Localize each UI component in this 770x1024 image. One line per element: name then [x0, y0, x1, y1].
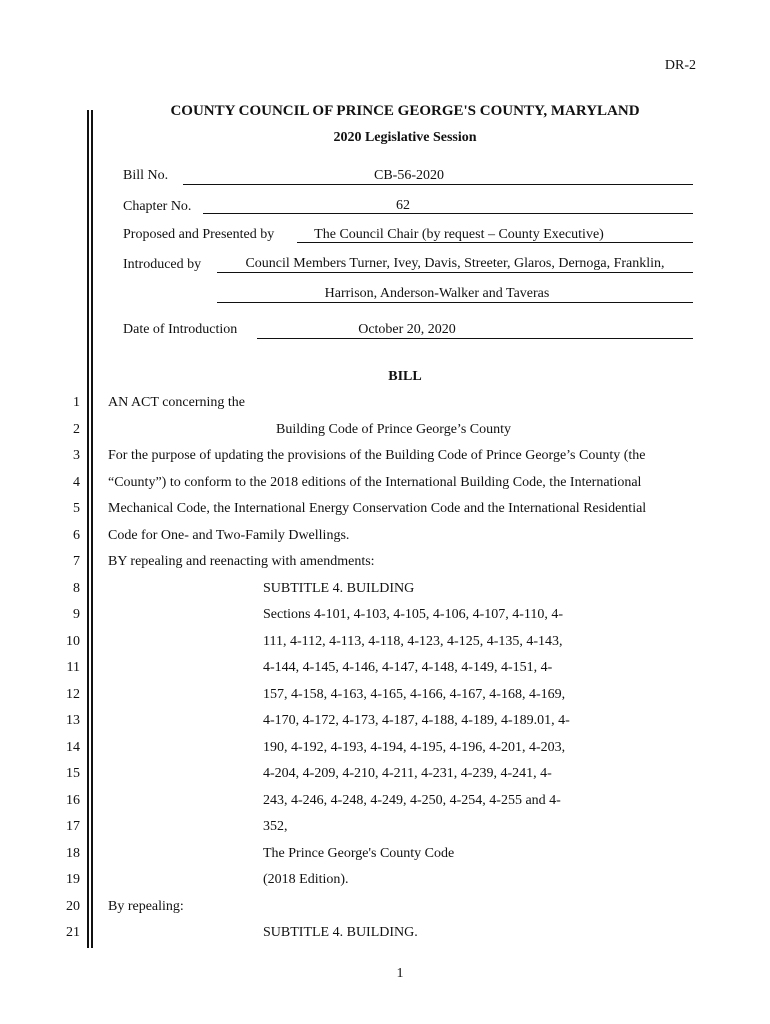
bill-text-line: “County”) to conform to the 2018 editions of the International Building Code, the International	[108, 475, 642, 490]
bill-text-line: BY repealing and reenacting with amendments:	[108, 554, 375, 569]
bill-text-line: By repealing:	[108, 899, 184, 914]
document-id: DR-2	[664, 58, 696, 73]
bill-text-line: 4-144, 4-145, 4-146, 4-147, 4-148, 4-149, 4-151, 4-	[263, 660, 553, 675]
bill-text-line: 157, 4-158, 4-163, 4-165, 4-166, 4-167, 4-168, 4-169,	[263, 687, 566, 702]
line-number: 9	[73, 607, 80, 622]
line-number: 11	[66, 660, 80, 675]
line-number: 20	[66, 899, 80, 914]
page-number: 1	[396, 966, 404, 981]
line-number: 8	[73, 581, 80, 596]
introduced-label: Introduced by	[123, 257, 202, 272]
bill-text-line: 190, 4-192, 4-193, 4-194, 4-195, 4-196, 4-201, 4-203,	[263, 740, 566, 755]
bill-no-line	[183, 184, 693, 185]
line-number: 13	[66, 713, 80, 728]
date-label: Date of Introduction	[123, 322, 238, 337]
bill-text-line: SUBTITLE 4. BUILDING.	[263, 925, 418, 940]
chapter-no-label: Chapter No.	[123, 199, 192, 214]
introduced-line-1	[217, 272, 693, 273]
bill-text-line: 352,	[263, 819, 288, 834]
bill-text-line: AN ACT concerning the	[108, 395, 245, 410]
date-line	[257, 338, 693, 339]
introduced-value-2: Harrison, Anderson-Walker and Taveras	[324, 286, 550, 301]
line-number: 10	[66, 634, 80, 649]
bill-heading: BILL	[388, 369, 422, 384]
line-number: 6	[73, 528, 80, 543]
bill-no-label: Bill No.	[123, 168, 169, 183]
bill-text-line: 4-170, 4-172, 4-173, 4-187, 4-188, 4-189, 4-189.01, 4-	[263, 713, 570, 728]
bill-text-line: The Prince George's County Code	[263, 846, 455, 861]
date-value: October 20, 2020	[358, 322, 456, 337]
line-number: 21	[66, 925, 80, 940]
line-number: 7	[73, 554, 80, 569]
bill-text-line: SUBTITLE 4. BUILDING	[263, 581, 415, 596]
bill-text-line: Building Code of Prince George’s County	[276, 422, 511, 437]
proposed-value: The Council Chair (by request – County Executive)	[314, 227, 604, 242]
line-number: 15	[66, 766, 80, 781]
page-title: COUNTY COUNCIL OF PRINCE GEORGE'S COUNTY, MARYLAND	[170, 103, 640, 119]
line-number: 1	[73, 395, 80, 410]
chapter-no-value: 62	[396, 198, 410, 213]
bill-text-line: Sections 4-101, 4-103, 4-105, 4-106, 4-107, 4-110, 4-	[263, 607, 564, 622]
line-number: 3	[73, 448, 80, 463]
bill-text-line: 4-204, 4-209, 4-210, 4-211, 4-231, 4-239, 4-241, 4-	[263, 766, 552, 781]
margin-rule-inner	[91, 110, 93, 948]
line-number: 17	[66, 819, 80, 834]
introduced-line-2	[217, 302, 693, 303]
line-number: 5	[73, 501, 80, 516]
line-number: 12	[66, 687, 80, 702]
bill-text-line: Mechanical Code, the International Energy Conservation Code and the International Residential	[108, 501, 647, 516]
bill-text-line: (2018 Edition).	[263, 872, 349, 887]
bill-text-line: Code for One- and Two-Family Dwellings.	[108, 528, 350, 543]
margin-rule-outer	[87, 110, 89, 948]
line-number: 2	[73, 422, 80, 437]
line-number: 19	[66, 872, 80, 887]
line-number: 4	[73, 475, 80, 490]
session-title: 2020 Legislative Session	[333, 130, 477, 145]
bill-no-value: CB-56-2020	[374, 168, 444, 183]
bill-text-line: For the purpose of updating the provisions of the Building Code of Prince George’s County (the	[108, 448, 646, 463]
bill-text-line: 243, 4-246, 4-248, 4-249, 4-250, 4-254, 4-255 and 4-	[263, 793, 561, 808]
introduced-value-1: Council Members Turner, Ivey, Davis, Streeter, Glaros, Dernoga, Franklin,	[245, 256, 665, 271]
proposed-label: Proposed and Presented by	[123, 227, 275, 242]
bill-text-line: 111, 4-112, 4-113, 4-118, 4-123, 4-125, 4-135, 4-143,	[263, 634, 563, 649]
line-number: 14	[66, 740, 80, 755]
line-number: 18	[66, 846, 80, 861]
line-number: 16	[66, 793, 80, 808]
